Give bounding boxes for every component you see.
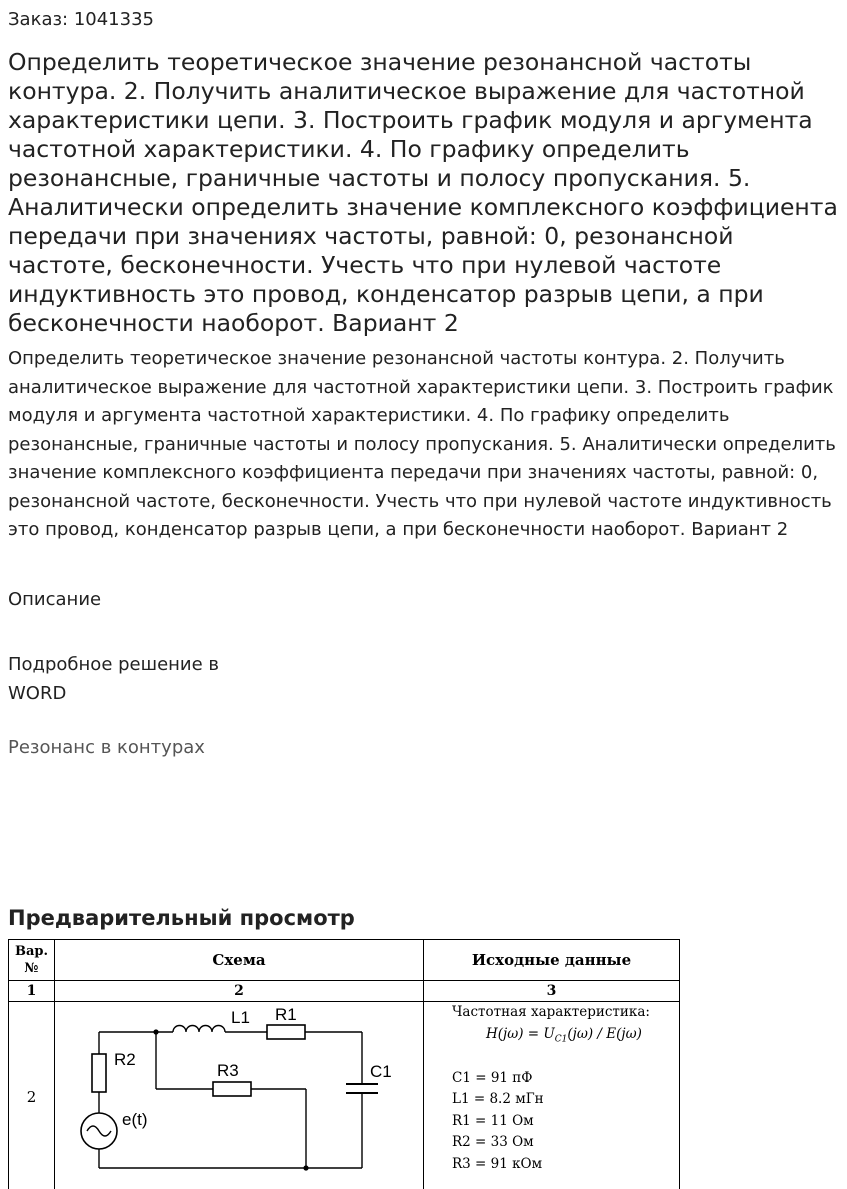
header-variant-line2: № [24,961,39,976]
preview-heading: Предварительный просмотр [8,906,355,930]
header-variant-line1: Вар. [14,944,49,959]
col-number-3: 3 [424,981,680,1002]
circuit-diagram [55,1002,423,1182]
junction-bottom [303,1165,308,1170]
page-title: Определить теоретическое значение резонансной частоты контура. 2. Получить аналитическое выражение для частотной характеристики цепи. 3. Построить график модуля и аргумента частотной характеристики. 4. По графику определить резонансные, граничные частоты и полосу пропускания. 5. Аналитически определить значение комплексного коэффициента передачи при значениях частоты, равной: 0, резонансной частоте, бесконечности. Учесть что при нулевой частоте индуктивность это провод, конденсатор разрыв цепи, а при бесконечности наоборот. Вариант 2 [8,48,838,337]
label-l1: L1 [231,1008,250,1027]
transfer-formula: $H(j\omega) = U_{C1}(j\omega) / E(j\omega)$ [486,1025,642,1045]
circuit-cell [55,1002,424,1189]
label-source: e(t) [122,1110,148,1129]
param-r1: R1 = 11 Ом [452,1112,534,1129]
source-sine [87,1126,111,1136]
resistor-r1 [267,1025,305,1039]
param-r2: R2 = 33 Ом [452,1134,534,1151]
inductor-l1 [173,1026,225,1033]
label-c1: C1 [370,1062,392,1081]
param-r3: R3 = 91 кОм [452,1155,543,1172]
preview-image [8,939,680,1189]
order-number: Заказ: 1041335 [8,9,154,30]
label-r1: R1 [275,1005,297,1024]
resistor-r2 [92,1054,106,1092]
category-link[interactable]: Резонанс в контурах [8,737,205,758]
label-r2: R2 [114,1050,136,1069]
variant-table [8,939,680,1189]
header-source-data: Исходные данные [424,940,680,981]
col-number-1: 1 [9,981,55,1002]
freq-char-label: Частотная характеристика: [452,1004,650,1020]
param-l1: L1 = 8.2 мГн [452,1091,544,1108]
solution-format: Подробное решение в WORD [8,654,220,704]
col-number-2: 2 [55,981,424,1002]
label-r3: R3 [217,1061,239,1080]
param-c1: C1 = 91 пФ [452,1069,533,1086]
resistor-r3 [213,1082,251,1096]
header-variant [9,940,55,981]
junction-top [153,1029,158,1034]
source-data-cell [424,1002,680,1189]
task-description: Определить теоретическое значение резонансной частоты контура. 2. Получить аналитическое выражение для частотной характеристики цепи. 3. Построить график модуля и аргумента частотной характеристики. 4. По графику определить резонансные, граничные частоты и полосу пропускания. 5. Аналитически определить значение комплексного коэффициента передачи при значениях частоты, равной: 0, резонансной частоте, бесконечности. Учесть что при нулевой частоте индуктивность это провод, конденсатор разрыв цепи, а при бесконечности наоборот. Вариант 2 [8,348,836,540]
description-label: Описание [8,589,102,610]
variant-number: 2 [9,1002,55,1189]
header-scheme: Схема [55,940,424,981]
